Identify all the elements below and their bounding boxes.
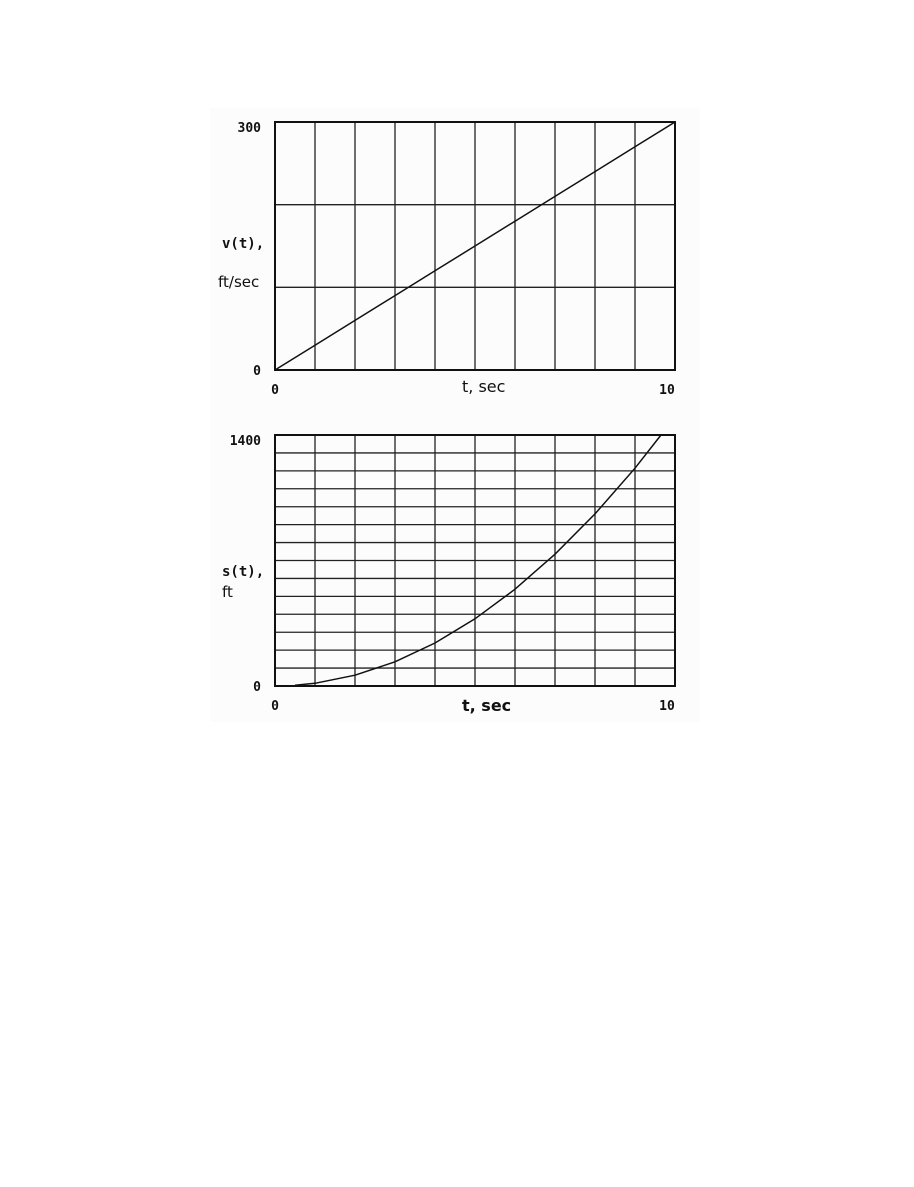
position-y-tick-max: 1400 <box>229 434 261 449</box>
position-chart <box>222 434 675 715</box>
velocity-chart <box>218 121 675 398</box>
velocity-x-label: t, sec <box>462 377 506 396</box>
position-y-label: s(t), <box>222 564 265 580</box>
position-y-tick-min: 0 <box>253 680 261 695</box>
velocity-y-tick-max: 300 <box>237 121 261 136</box>
velocity-x-tick-min: 0 <box>271 383 279 398</box>
velocity-y-unit: ft/sec <box>218 273 260 291</box>
velocity-y-tick-min: 0 <box>253 364 261 379</box>
position-grid <box>275 435 675 686</box>
position-x-tick-min: 0 <box>271 699 279 714</box>
velocity-x-tick-max: 10 <box>659 383 675 398</box>
position-y-unit: ft <box>222 583 233 601</box>
velocity-y-label: v(t), <box>222 236 265 252</box>
position-x-tick-max: 10 <box>659 699 675 714</box>
position-x-label: t, sec <box>462 696 512 715</box>
